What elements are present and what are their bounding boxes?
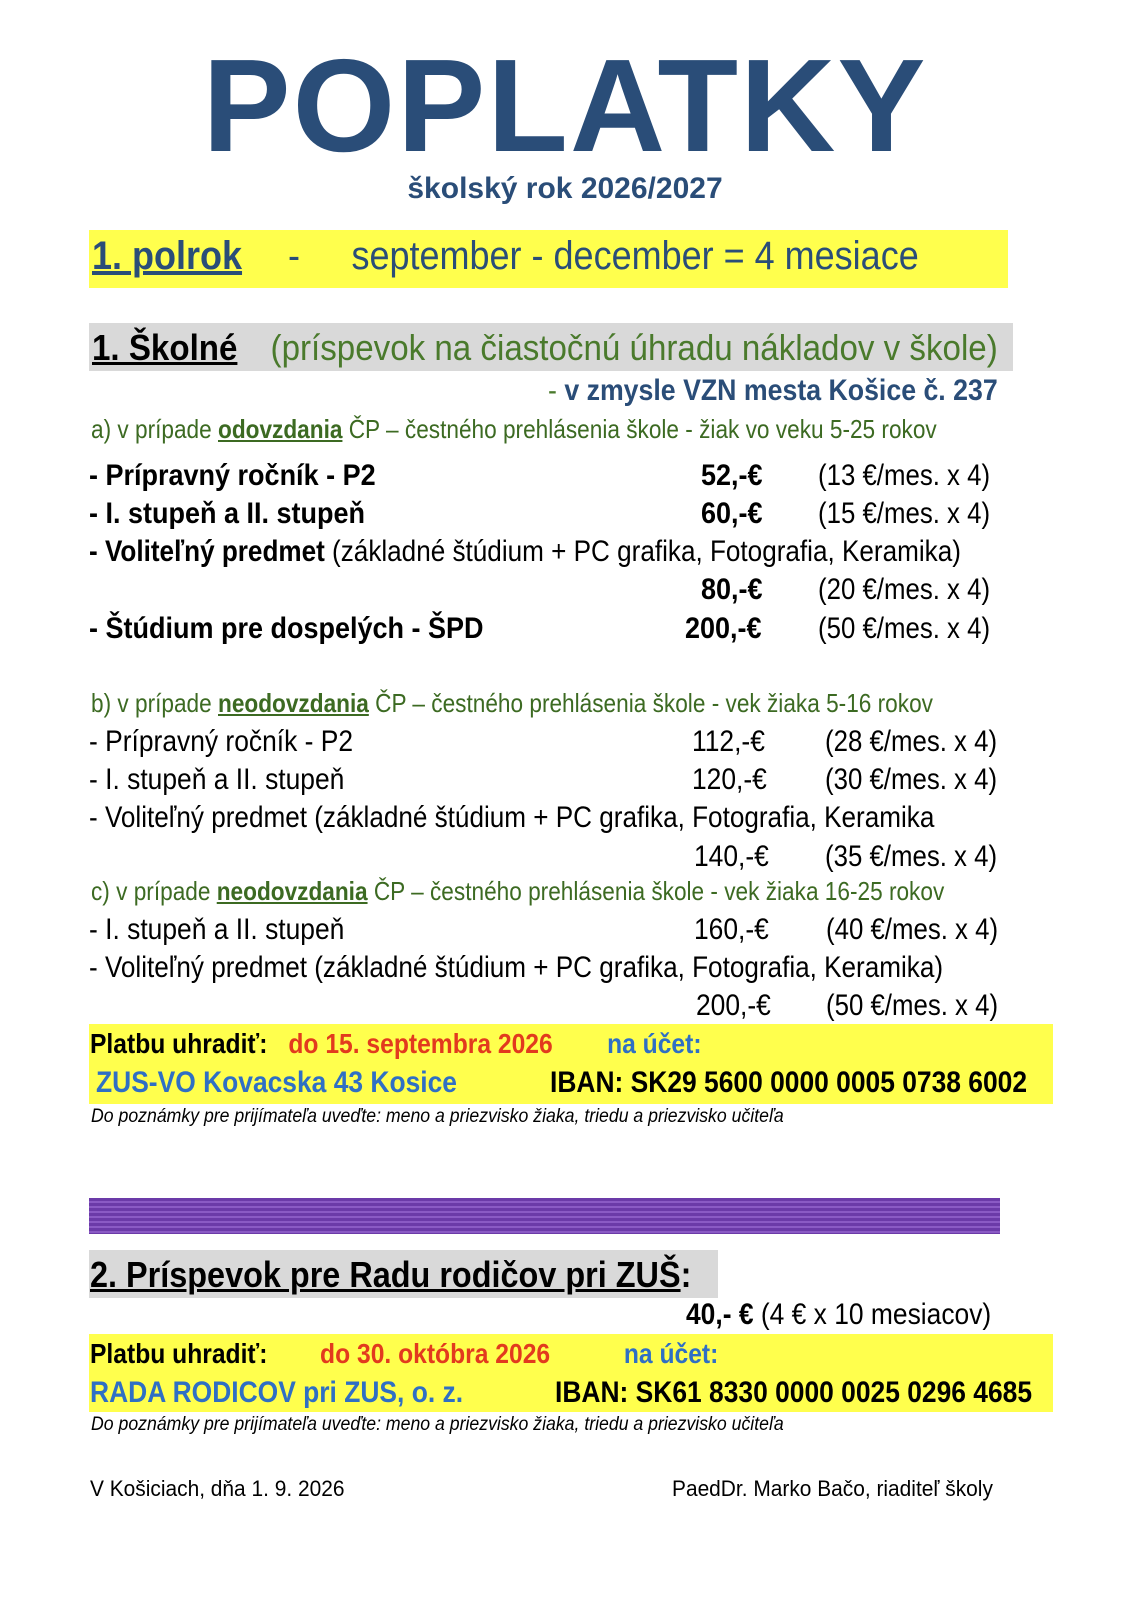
payment1-iban: IBAN: SK29 5600 0000 0005 0738 6002	[550, 1066, 1028, 1099]
a-row-stupen-price: 60,-€	[701, 497, 763, 530]
keyword-neodovzdania: neodovzdania	[218, 688, 369, 718]
a-row-stupen-monthly: (15 €/mes. x 4)	[818, 497, 991, 530]
period-line	[92, 234, 1011, 279]
section2-amount	[686, 1298, 1033, 1332]
keyword-neodovzdania-c: neodovzdania	[216, 876, 368, 906]
keyword-odovzdania: odovzdania	[218, 414, 343, 444]
page-title: POPLATKY	[202, 32, 928, 179]
b-row-stupen-label: - I. stupeň a II. stupeň	[89, 763, 345, 796]
vzn-reference	[548, 374, 1053, 408]
b-row-p2-monthly: (28 €/mes. x 4)	[825, 725, 998, 758]
a-row-p2-monthly: (13 €/mes. x 4)	[818, 459, 991, 492]
section1-description: (príspevok na čiastočnú úhradu nákladov v škole)	[270, 327, 998, 368]
a-elective-price: 80,-€	[701, 573, 763, 606]
payment1-line1	[90, 1028, 785, 1060]
a-adult-monthly: (50 €/mes. x 4)	[818, 612, 991, 645]
payment2-deadline: do 30. októbra 2026	[320, 1338, 551, 1369]
payment2-line1	[90, 1338, 804, 1370]
a-elective-label: - Voliteľný predmet	[89, 535, 325, 568]
payment2-account-label: na účet:	[623, 1338, 719, 1369]
payment2-recipient: RADA RODICOV pri ZUS, o. z.	[90, 1376, 464, 1409]
subsection-b-intro: b) v prípade neodovzdania ČP – čestného prehlásenia škole - vek žiaka 5-16 rokov	[91, 688, 933, 718]
c-row-stupen-price: 160,-€	[694, 913, 769, 946]
section2-heading	[90, 1254, 758, 1296]
subsection-a-intro: a) v prípade odovzdania ČP – čestného prehlásenia škole - žiak vo veku 5-25 rokov	[91, 414, 937, 444]
section2-colon: :	[680, 1254, 692, 1295]
vzn-dash: -	[548, 374, 557, 407]
payment2-iban: IBAN: SK61 8330 0000 0025 0296 4685	[555, 1376, 1033, 1409]
a-row-p2-label: - Prípravný ročník - P2	[89, 459, 376, 492]
section2-amount-detail: (4 € x 10 mesiacov)	[753, 1298, 992, 1331]
vzn-text: v zmysle VZN mesta Košice č. 237	[564, 374, 998, 407]
c-elective-price: 200,-€	[696, 989, 771, 1022]
b-row-elective	[89, 801, 1061, 835]
a-row-stupen-label: - I. stupeň a II. stupeň	[89, 497, 366, 530]
c-elective-label: - Voliteľný predmet (základné štúdium + PC grafika, Fotografia, Keramika)	[89, 951, 944, 984]
a-elective-monthly: (20 €/mes. x 4)	[818, 573, 991, 606]
b-elective-label: - Voliteľný predmet (	[89, 801, 323, 834]
payment1-note: Do poznámky pre prijímateľa uveďte: meno a priezvisko žiaka, triedu a priezvisko učiteľa	[91, 1106, 784, 1127]
footer-signature: PaedDr. Marko Bačo, riaditeľ školy	[672, 1476, 993, 1501]
b-row-stupen-monthly: (30 €/mes. x 4)	[825, 763, 998, 796]
section1-heading	[92, 327, 1077, 369]
b-elective-detail: základné štúdium + PC grafika, Fotografia, Keramika	[322, 801, 935, 834]
b-elective-price: 140,-€	[694, 840, 769, 873]
payment1-label: Platbu uhradiť:	[90, 1028, 268, 1059]
a-elective-detail: (základné štúdium + PC grafika, Fotografia, Keramika)	[324, 535, 961, 568]
payment1-account-label: na účet:	[607, 1028, 702, 1059]
section-divider	[89, 1198, 1000, 1234]
a-row-p2-price: 52,-€	[701, 459, 763, 492]
period-text: september - december = 4 mesiace	[351, 234, 919, 278]
c-row-stupen-monthly: (40 €/mes. x 4)	[826, 913, 999, 946]
school-year: školský rok 2026/2027	[407, 172, 723, 205]
period-label: 1. polrok	[92, 234, 243, 278]
period-dash: -	[288, 234, 301, 278]
payment2-label: Platbu uhradiť:	[90, 1338, 268, 1369]
a-adult-price: 200,-€	[685, 612, 762, 645]
b-row-p2-label: - Prípravný ročník - P2	[89, 725, 354, 758]
section2-title: 2. Príspevok pre Radu rodičov pri ZUŠ	[90, 1254, 681, 1295]
section1-title: 1. Školné	[92, 327, 238, 368]
payment2-note: Do poznámky pre prijímateľa uveďte: meno a priezvisko žiaka, triedu a priezvisko učiteľa	[91, 1414, 784, 1435]
footer-place-date: V Košiciach, dňa 1. 9. 2026	[90, 1476, 345, 1501]
subsection-c-intro: c) v prípade neodovzdania ČP – čestného prehlásenia škole - vek žiaka 16-25 rokov	[91, 876, 945, 906]
c-elective-monthly: (50 €/mes. x 4)	[826, 989, 999, 1022]
a-row-elective	[89, 535, 1091, 569]
section2-amount-value: 40,- €	[686, 1298, 754, 1331]
payment1-recipient: ZUS-VO Kovacska 43 Kosice	[96, 1066, 457, 1099]
b-row-p2-price: 112,-€	[692, 725, 765, 758]
c-row-stupen-label: - I. stupeň a II. stupeň	[89, 913, 345, 946]
b-elective-monthly: (35 €/mes. x 4)	[825, 840, 998, 873]
payment1-deadline: do 15. septembra 2026	[288, 1028, 553, 1059]
b-row-stupen-price: 120,-€	[692, 763, 767, 796]
a-adult-label: - Štúdium pre dospelých - ŠPD	[89, 612, 484, 645]
